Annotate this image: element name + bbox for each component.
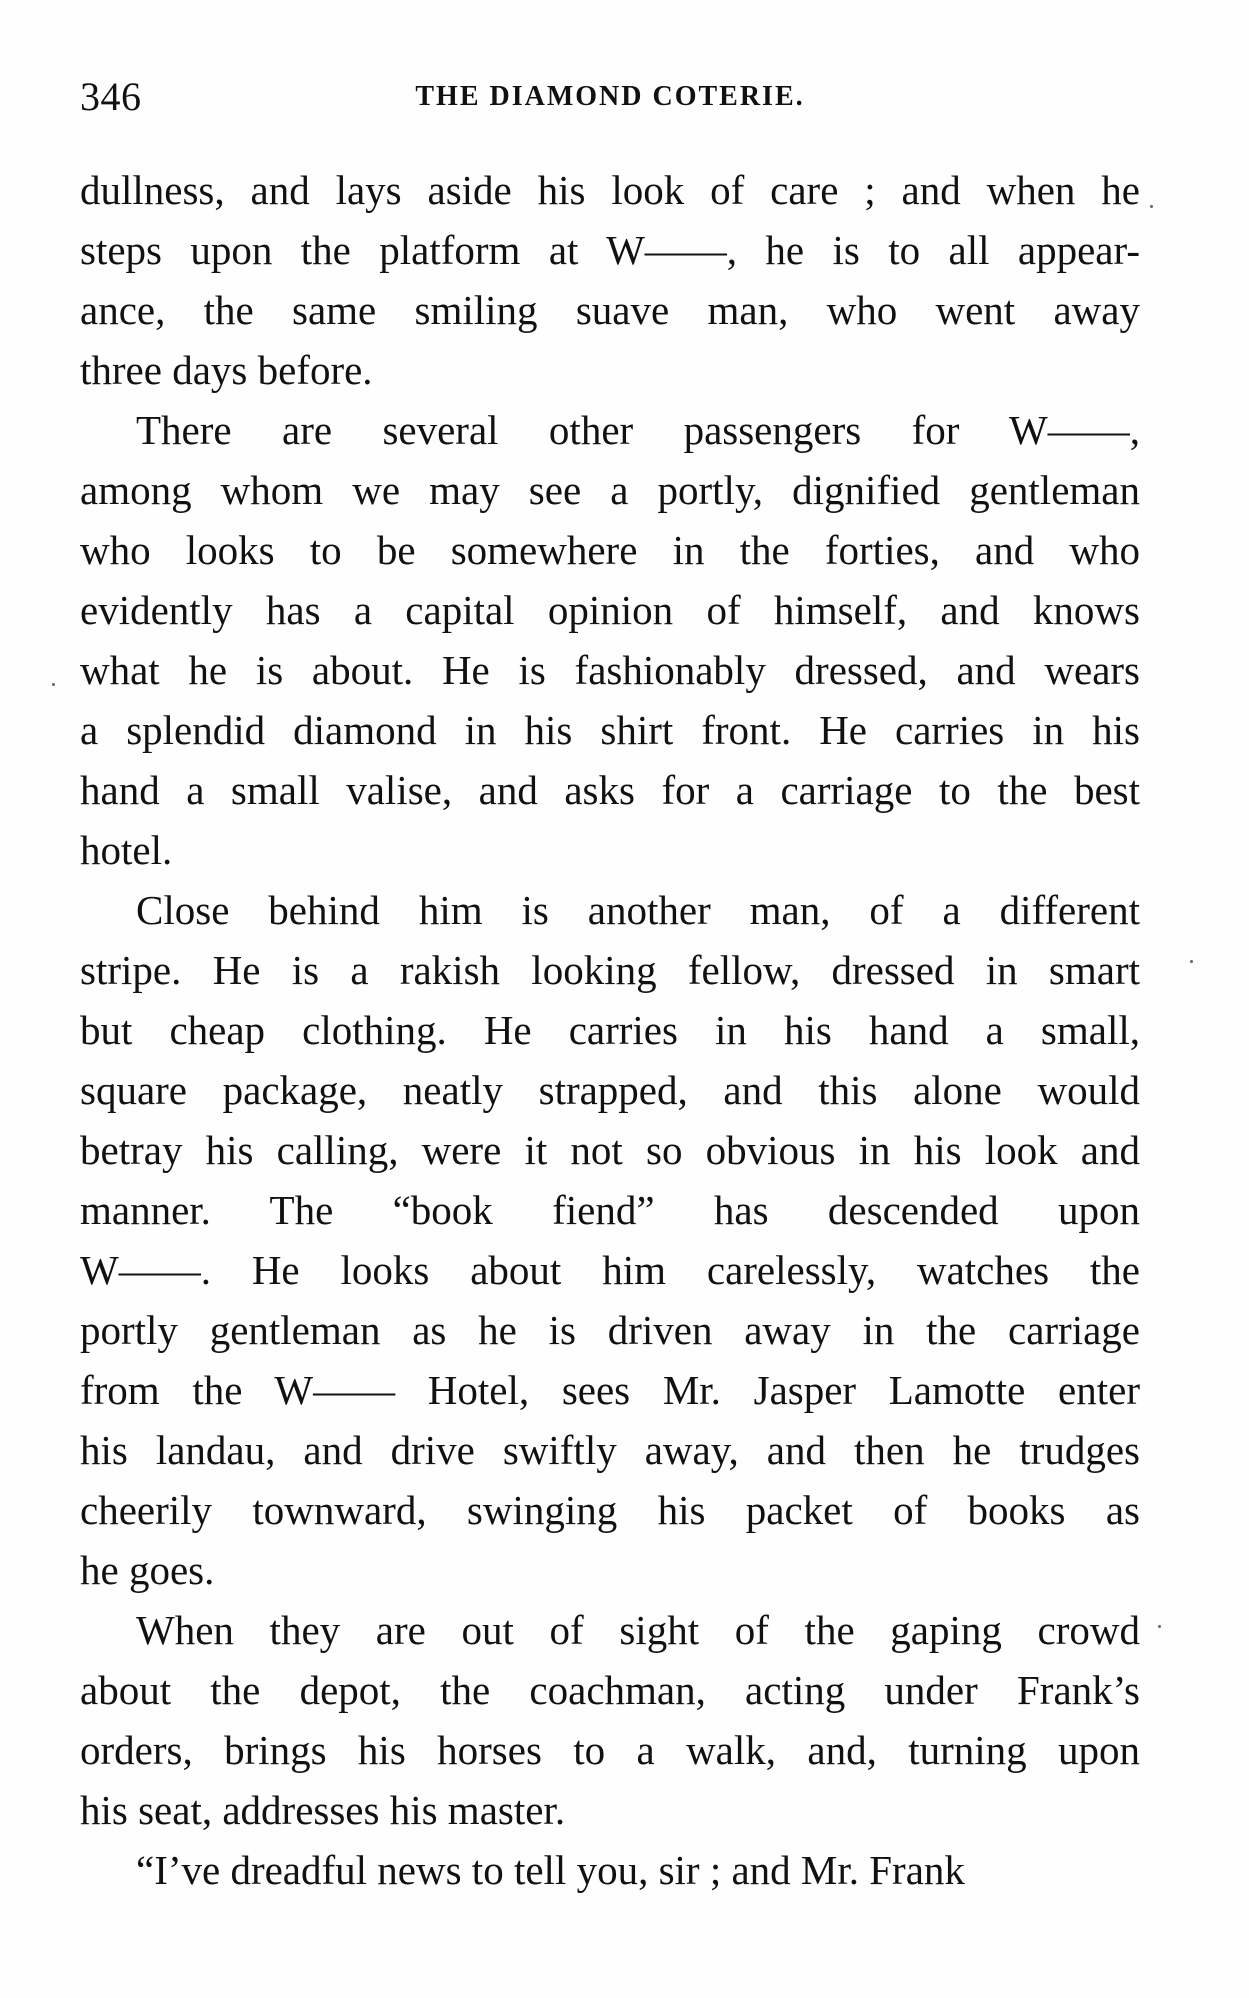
text-line: manner. The “book fiend” has descended upon: [80, 1187, 1140, 1233]
text-line: portly gentleman as he is driven away in the carriage: [80, 1307, 1140, 1353]
text-line: dullness, and lays aside his look of care ; and when he: [80, 167, 1140, 213]
text-line: cheerily townward, swinging his packet of books as: [80, 1487, 1140, 1533]
paragraph: [80, 160, 1140, 400]
text-line: steps upon the platform at W——, he is to all appear-: [80, 227, 1140, 273]
paragraph: [80, 1840, 1140, 1900]
text-line: There are several other passengers for W——,: [136, 407, 1140, 453]
text-line: evidently has a capital opinion of himself, and knows: [80, 587, 1140, 633]
text-line: about the depot, the coachman, acting under Frank’s: [80, 1667, 1140, 1713]
paragraph: [80, 880, 1140, 1600]
text-line: hotel.: [80, 827, 173, 873]
text-line: three days before.: [80, 347, 373, 393]
text-line: he goes.: [80, 1547, 215, 1593]
text-line: his landau, and drive swiftly away, and then he trudges: [80, 1427, 1140, 1473]
text-line: among whom we may see a portly, dignified gentleman: [80, 467, 1140, 513]
paragraph: [80, 1600, 1140, 1840]
paper-speck: [1190, 960, 1193, 963]
text-line: orders, brings his horses to a walk, and, turning upon: [80, 1727, 1140, 1773]
running-head: THE DIAMOND COTERIE.: [415, 81, 805, 112]
text-line: what he is about. He is fashionably dressed, and wears: [80, 647, 1140, 693]
text-line: square package, neatly strapped, and this alone would: [80, 1067, 1140, 1113]
paper-speck: [1158, 1625, 1161, 1628]
text-line: a splendid diamond in his shirt front. He carries in his: [80, 707, 1140, 753]
text-line: stripe. He is a rakish looking fellow, dressed in smart: [80, 947, 1140, 993]
text-line: Close behind him is another man, of a different: [136, 887, 1140, 933]
text-line: W——. He looks about him carelessly, watches the: [80, 1247, 1140, 1293]
text-line: ance, the same smiling suave man, who went away: [80, 287, 1140, 333]
paper-speck: [52, 683, 55, 686]
text-line: but cheap clothing. He carries in his hand a small,: [80, 1007, 1140, 1053]
page-header: [80, 72, 1140, 122]
body-text: [80, 160, 1140, 1900]
text-line: his seat, addresses his master.: [80, 1787, 566, 1833]
text-line: from the W—— Hotel, sees Mr. Jasper Lamotte enter: [80, 1367, 1140, 1413]
text-line: betray his calling, were it not so obvious in his look and: [80, 1127, 1140, 1173]
text-line: When they are out of sight of the gaping crowd: [136, 1607, 1140, 1653]
paper-speck: [1150, 205, 1153, 208]
text-line: hand a small valise, and asks for a carriage to the best: [80, 767, 1140, 813]
paragraph: [80, 400, 1140, 880]
text-line: “I’ve dreadful news to tell you, sir ; and Mr. Frank: [136, 1847, 965, 1893]
text-line: who looks to be somewhere in the forties, and who: [80, 527, 1140, 573]
page-number: 346: [80, 74, 142, 119]
